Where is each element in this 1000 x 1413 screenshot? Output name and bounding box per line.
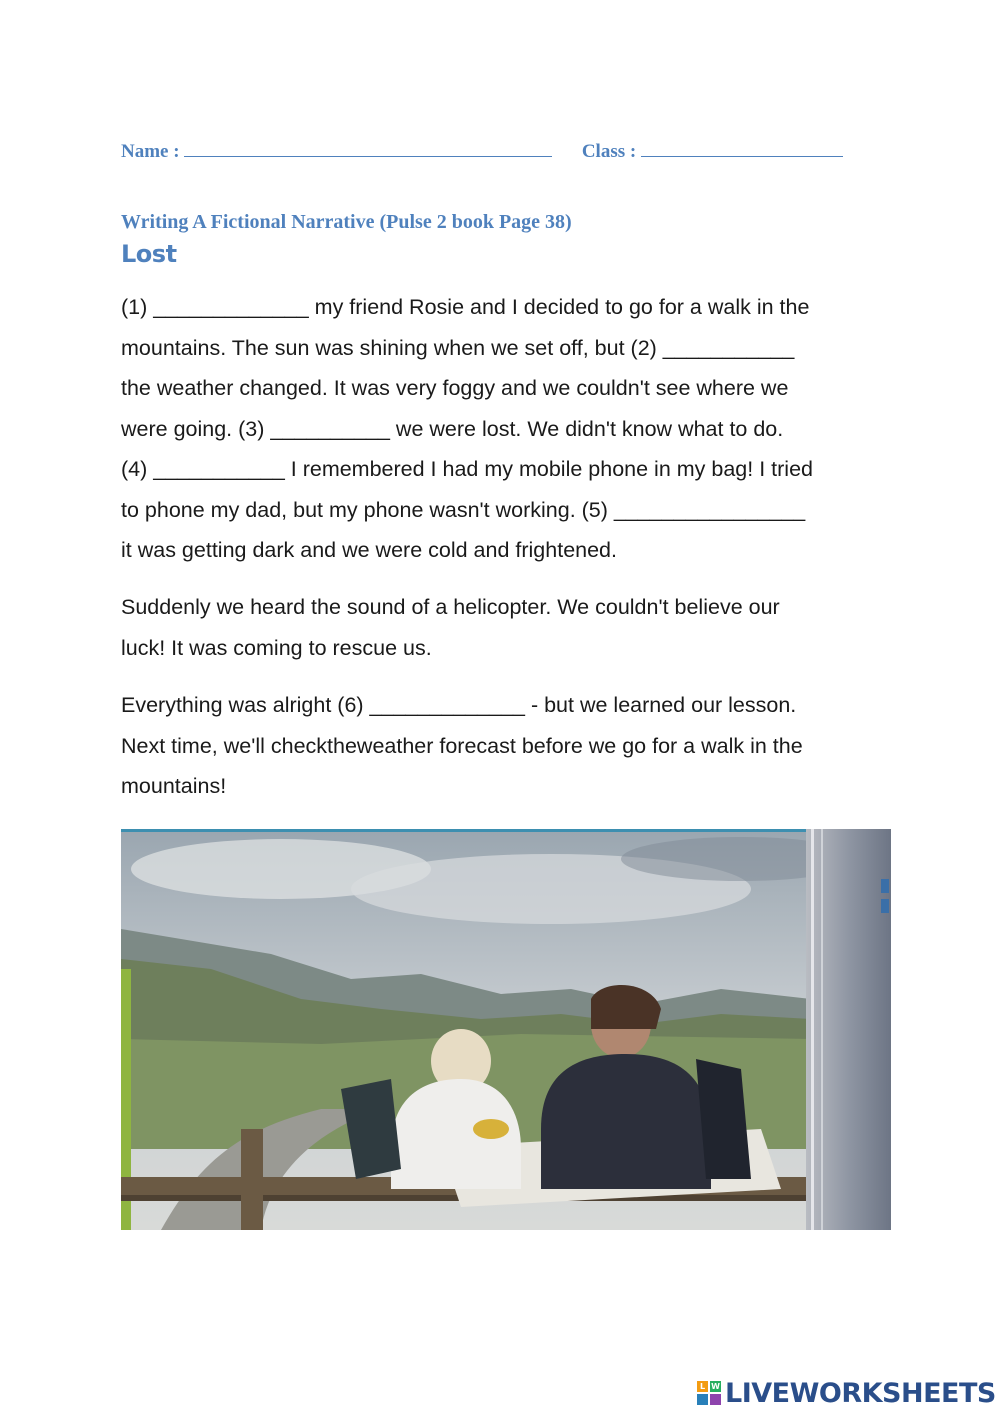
text-line: Everything was alright (6) _____________ - but we learned our lesson.	[121, 693, 797, 717]
logo-wordmark: LIVEWORKSHEETS	[725, 1377, 996, 1409]
student-info-row	[121, 140, 881, 163]
text-line: the weather changed. It was very foggy and we couldn't see where we	[121, 376, 789, 400]
text-line: it was getting dark and we were cold and frightened.	[121, 538, 617, 562]
logo-tile: L	[697, 1381, 708, 1392]
story-paragraph-3	[121, 685, 901, 807]
worksheet-subtitle: Writing A Fictional Narrative (Pulse 2 book Page 38)	[121, 211, 572, 233]
text-line: mountains!	[121, 774, 227, 798]
logo-mark	[697, 1381, 721, 1405]
text-line: Next time, we'll checktheweather forecast before we go for a walk in the	[121, 733, 803, 758]
name-field[interactable]	[184, 140, 552, 157]
story-paragraph-1	[121, 287, 901, 571]
text-line: were going. (3) __________ we were lost. We didn't know what to do.	[121, 416, 784, 441]
text-line: (4) ___________ I remembered I had my mobile phone in my bag! I tried	[121, 457, 813, 481]
name-label: Name :	[121, 141, 180, 162]
story-paragraph-2	[121, 587, 901, 668]
logo-tile	[710, 1394, 721, 1405]
text-line: mountains. The sun was shining when we set off, but (2) ___________	[121, 335, 795, 360]
class-label: Class :	[581, 141, 637, 162]
text-line: to phone my dad, but my phone wasn't working. (5) ________________	[121, 497, 806, 522]
text-line: (1) _____________ my friend Rosie and I decided to go for a walk in the	[121, 295, 810, 319]
story-title: Lost	[121, 240, 177, 268]
logo-tile	[697, 1394, 708, 1405]
text-line: Suddenly we heard the sound of a helicopter. We couldn't believe our	[121, 595, 780, 619]
liveworksheets-logo	[697, 1377, 996, 1409]
hikers-photo	[121, 829, 891, 1230]
class-field[interactable]	[641, 140, 843, 157]
text-line: luck! It was coming to rescue us.	[121, 635, 432, 660]
logo-tile: W	[711, 1382, 720, 1391]
